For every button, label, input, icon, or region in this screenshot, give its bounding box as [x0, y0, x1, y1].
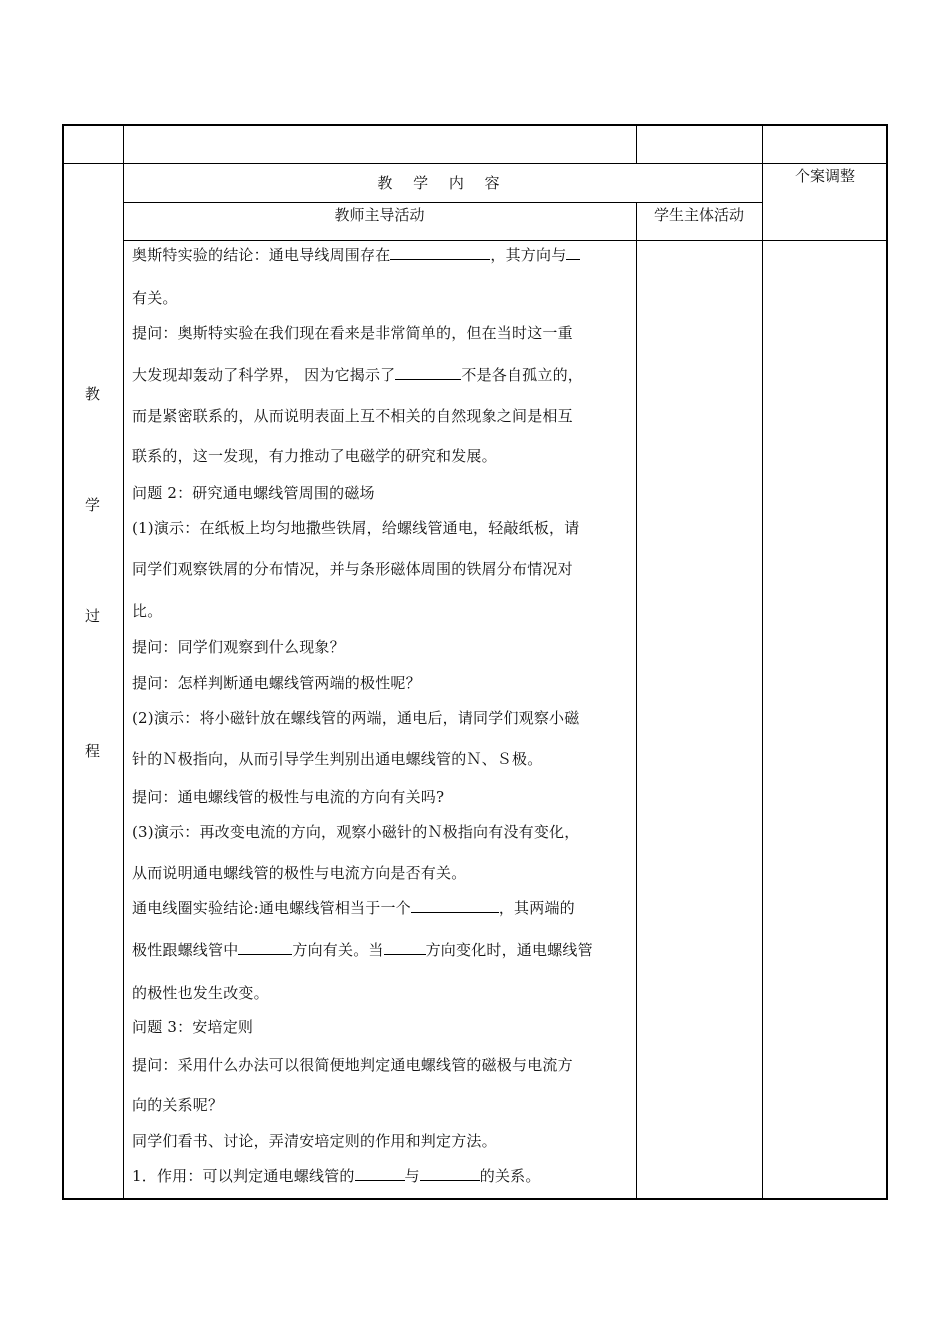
content-line [132, 636, 345, 657]
line-text: 的极性也发生改变。 [132, 984, 269, 1002]
line-text: 同学们观察铁屑的分布情况，并与条形磁体周围的铁屑分布情况对 [132, 560, 573, 578]
content-line [132, 600, 162, 621]
line-text: 与 [404, 1167, 420, 1185]
table-divider [636, 202, 637, 1200]
fill-in-blank[interactable] [390, 244, 490, 260]
line-text: 提问：采用什么办法可以很简便地判定通电螺线管的磁极与电流方 [132, 1056, 573, 1074]
line-text: 提问：怎样判断通电螺线管两端的极性呢？ [132, 674, 421, 692]
line-text: 提问：通电螺线管的极性与电流的方向有关吗? [132, 788, 445, 806]
table-divider [762, 124, 763, 1200]
content-line [132, 1165, 541, 1186]
side-label-char: 程 [84, 742, 100, 760]
line-text: 而是紧密联系的，从而说明表面上互不相关的自然现象之间是相互 [132, 407, 573, 425]
content-line [132, 862, 466, 883]
content-line [132, 707, 579, 728]
table-divider [123, 240, 888, 241]
content-line [132, 482, 375, 503]
content-line [132, 821, 579, 842]
fill-in-blank[interactable] [395, 364, 461, 380]
line-text: (3)演示：再改变电流的方向，观察小磁针的Ｎ极指向有没有变化， [132, 823, 580, 841]
line-text: (2)演示：将小磁针放在螺线管的两端，通电后，请同学们观察小磁 [132, 709, 580, 727]
line-text: 提问：奥斯特实验在我们现在看来是非常简单的，但在当时这一重 [132, 324, 573, 342]
line-text: 不是各自孤立的， [461, 366, 583, 384]
fill-in-blank[interactable] [384, 939, 426, 955]
content-line [132, 322, 573, 343]
line-text: 大发现却轰动了科学界， 因为它揭示了 [132, 366, 396, 384]
table-divider [636, 124, 637, 164]
line-text: 方向变化时，通电螺线管 [425, 941, 593, 959]
lesson-table [62, 124, 888, 1200]
content-line [132, 558, 573, 579]
content-line [132, 517, 579, 538]
content-title: 教 学 内 容 [377, 174, 508, 192]
content-line [132, 1054, 573, 1075]
fill-in-blank[interactable] [411, 897, 499, 913]
fill-in-blank[interactable] [355, 1165, 405, 1181]
content-line [132, 897, 575, 918]
student-activity-header: 学生主体活动 [653, 206, 744, 224]
table-divider [123, 202, 762, 203]
line-text: (1)演示：在纸板上均匀地撒些铁屑，给螺线管通电，轻敲纸板，请 [132, 519, 580, 537]
content-line [132, 1094, 223, 1115]
line-text: 比。 [132, 602, 163, 620]
fill-in-blank[interactable] [420, 1165, 480, 1181]
line-text: 问题 3：安培定则 [132, 1018, 254, 1036]
content-line [132, 1016, 253, 1037]
line-text: 有关。 [132, 289, 178, 307]
content-line [132, 939, 593, 960]
side-label-char: 过 [84, 607, 100, 625]
content-line [132, 287, 178, 308]
content-line [132, 445, 497, 466]
adjust-column-title: 个案调整 [794, 167, 855, 185]
line-text: ，其方向与 [490, 246, 567, 264]
line-text: 1．作用：可以判定通电螺线管的 [132, 1167, 355, 1185]
table-divider [62, 163, 888, 164]
line-text: 通电线圈实验结论:通电螺线管相当于一个 [132, 899, 411, 917]
line-text: 极性跟螺线管中 [132, 941, 239, 959]
line-text: 提问：同学们观察到什么现象？ [132, 638, 345, 656]
line-text: 问题 2：研究通电螺线管周围的磁场 [132, 484, 375, 502]
line-text: ，其两端的 [498, 899, 575, 917]
line-text: 同学们看书、讨论，弄清安培定则的作用和判定方法。 [132, 1132, 497, 1150]
content-line [132, 244, 580, 265]
table-divider [123, 124, 124, 1200]
content-line [132, 748, 542, 769]
content-line [132, 982, 269, 1003]
side-label-char: 教 [84, 385, 100, 403]
line-text: 向的关系呢？ [132, 1096, 224, 1114]
line-text: 方向有关。当 [292, 941, 384, 959]
content-line [132, 364, 583, 385]
fill-in-blank[interactable] [238, 939, 292, 955]
content-line [132, 672, 421, 693]
line-text: 奥斯特实验的结论：通电导线周围存在 [132, 246, 391, 264]
line-text: 从而说明通电螺线管的极性与电流方向是否有关。 [132, 864, 467, 882]
content-line [132, 405, 573, 426]
line-text: 的关系。 [479, 1167, 541, 1185]
side-label-char: 学 [84, 496, 100, 514]
line-text: 针的Ｎ极指向，从而引导学生判别出通电螺线管的Ｎ、Ｓ极。 [132, 750, 543, 768]
content-line [132, 786, 444, 807]
line-text: 联系的，这一发现，有力推动了电磁学的研究和发展。 [132, 447, 497, 465]
teacher-activity-header: 教师主导活动 [334, 206, 425, 224]
content-line [132, 1130, 497, 1151]
fill-in-blank[interactable] [566, 244, 580, 260]
